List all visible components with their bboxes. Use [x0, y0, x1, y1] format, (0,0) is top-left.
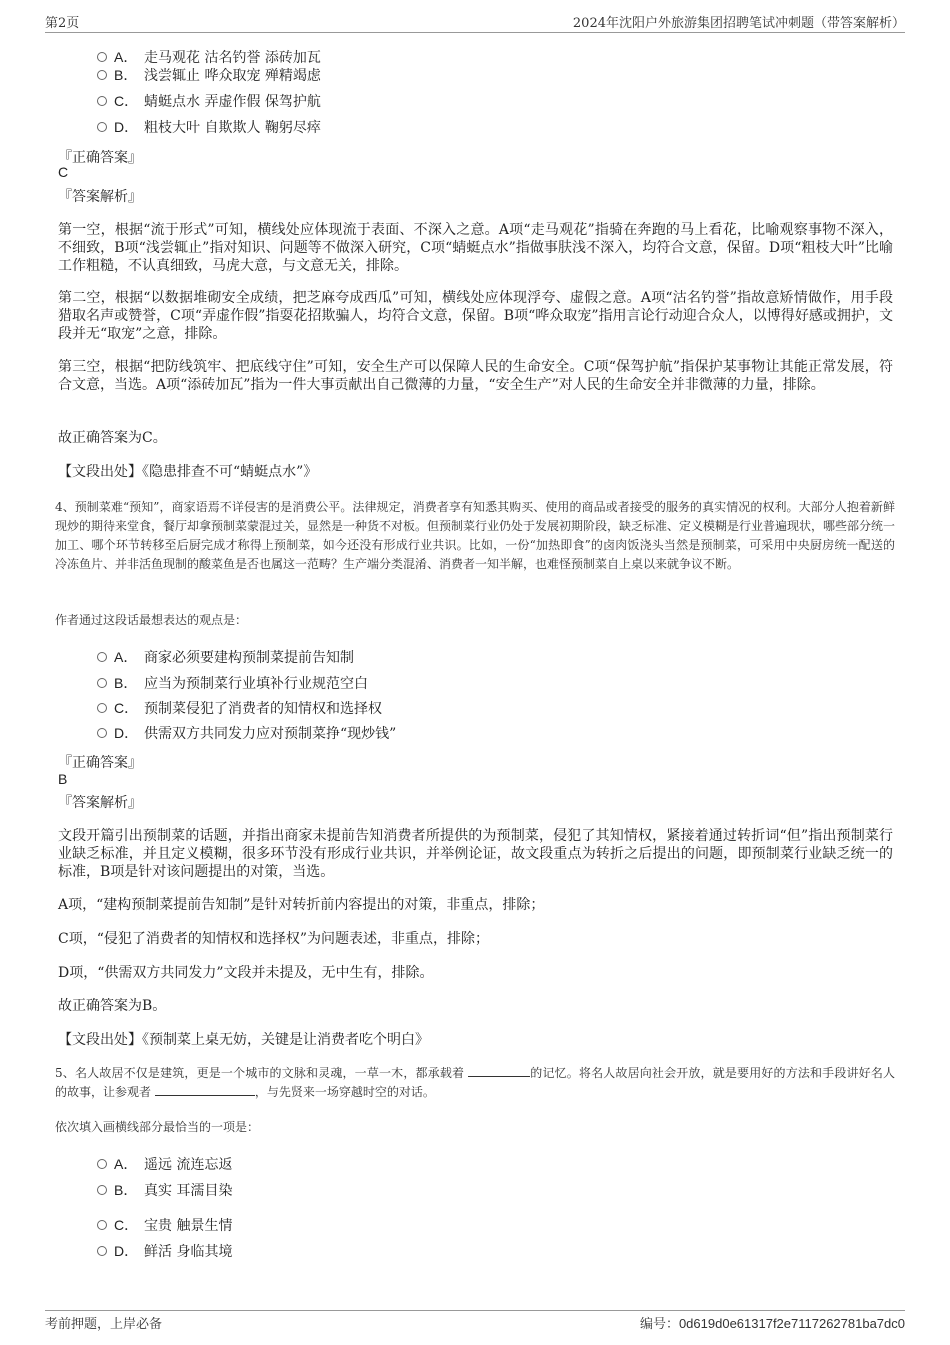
q4-source: 【文段出处】《预制菜上桌无妨，关键是让消费者吃个明白》 [58, 1032, 429, 1048]
radio-icon[interactable] [97, 1159, 107, 1169]
radio-icon[interactable] [97, 1185, 107, 1195]
q4-answer: B [58, 771, 68, 787]
q3-analysis-para-1: 第一空，根据“流于形式”可知，横线处应体现流于表面、不深入之意。A项“走马观花”指骑在奔跑的马上看花，比喻观察事物不深入，不细致，B项“浅尝辄止”指对知识、问题等不做深入研究，C项“蜻蜓点水”指做事肤浅不深入，均符合文意，保留。D项“粗枝大叶”比喻工作粗糙，不认真细致，马虎大意，与文意无关，排除。 [58, 222, 893, 274]
q5-option-d[interactable]: D． 鲜活 身临其境 [97, 1241, 232, 1261]
q3-option-a[interactable]: A． 走马观花 沽名钓誉 添砖加瓦 [97, 47, 321, 67]
footer-divider [45, 1310, 905, 1311]
radio-icon[interactable] [97, 703, 107, 713]
q5-blank-1 [468, 1064, 530, 1077]
q3-conclusion: 故正确答案为C。 [58, 430, 167, 446]
q3-option-c[interactable]: C． 蜻蜓点水 弄虚作假 保驾护航 [97, 91, 321, 111]
q4-option-d[interactable]: D． 供需双方共同发力应对预制菜挣“现炒钱” [97, 723, 396, 743]
q4-analysis-label: 『答案解析』 [58, 795, 142, 811]
radio-icon[interactable] [97, 678, 107, 688]
q4-answer-label: 『正确答案』 [58, 755, 142, 771]
q5-prompt: 依次填入画横线部分最恰当的一项是： [55, 1120, 260, 1134]
q4-question-text: 4、预制菜难“预知”，商家语焉不详侵害的是消费公平。法律规定，消费者享有知悉其购买、使用的商品或者接受的服务的真实情况的权利。大部分人抱着新鲜现炒的期待来堂食，餐厅却拿预制菜蒙混过关，显然是一种货不对板。但预制菜行业仍处于发展初期阶段，缺乏标准、定义模糊是行业普遍现状，哪些部分统一加工、哪个环节转移至后厨完成才称得上预制菜，如今还没有形成行业共识。比如，一份“加热即食”的卤肉饭浇头当然是预制菜，可采用中央厨房统一配送的冷冻鱼片、并非活鱼现制的酸菜鱼是否也属这一范畴？生产端分类混淆、消费者一知半解，也难怪预制菜自上桌以来就争议不断。 [55, 500, 896, 571]
radio-icon[interactable] [97, 728, 107, 738]
q5-option-b[interactable]: B． 真实 耳濡目染 [97, 1180, 232, 1200]
q4-analysis-d: D项，“供需双方共同发力”文段并未提及，无中生有，排除。 [58, 965, 434, 981]
q3-answer: C [58, 164, 69, 180]
q3-option-b[interactable]: B． 浅尝辄止 哗众取宠 殚精竭虑 [97, 65, 321, 85]
q4-conclusion: 故正确答案为B。 [58, 998, 167, 1014]
page-header [45, 12, 905, 32]
document-id: 编号：0d619d0e61317f2e7117262781ba7dc0 [639, 1316, 905, 1331]
q3-source: 【文段出处】《隐患排查不可“蜻蜓点水”》 [58, 464, 318, 480]
page-number: 第2页 [45, 16, 80, 31]
radio-icon[interactable] [97, 96, 107, 106]
q5-option-c[interactable]: C． 宝贵 触景生情 [97, 1215, 232, 1235]
radio-icon[interactable] [97, 52, 107, 62]
document-title: 2024年沈阳户外旅游集团招聘笔试冲刺题（带答案解析） [572, 16, 905, 31]
radio-icon[interactable] [97, 652, 107, 662]
q4-analysis-c: C项，“侵犯了消费者的知情权和选择权”为问题表述，非重点，排除； [58, 931, 490, 947]
q5-option-a[interactable]: A． 遥远 流连忘返 [97, 1154, 232, 1174]
q3-analysis-label: 『答案解析』 [58, 189, 142, 205]
q5-blank-2 [155, 1083, 255, 1096]
q4-analysis-para-1: 文段开篇引出预制菜的话题，并指出商家未提前告知消费者所提供的为预制菜，侵犯了其知情权，紧接着通过转折词“但”指出预制菜行业缺乏标准，并且定义模糊，很多环节没有形成行业共识，并举例论证，故文段重点为转折之后提出的问题，即预制菜行业缺乏统一的标准，B项是针对该问题提出的对策，当选。 [58, 828, 893, 880]
q4-option-c[interactable]: C． 预制菜侵犯了消费者的知情权和选择权 [97, 698, 382, 718]
radio-icon[interactable] [97, 70, 107, 80]
radio-icon[interactable] [97, 1220, 107, 1230]
q4-option-b[interactable]: B． 应当为预制菜行业填补行业规范空白 [97, 673, 368, 693]
q5-question-text: 5、名人故居不仅是建筑，更是一个城市的文脉和灵魂，一草一木，都承载着 的记忆。将名人故居向社会开放，就是要用好的方法和手段讲好名人的故事，让参观者 ，与先贤来一场穿越时空的对话。 [55, 1066, 895, 1099]
header-divider [45, 32, 905, 33]
radio-icon[interactable] [97, 1246, 107, 1256]
radio-icon[interactable] [97, 122, 107, 132]
q3-analysis-para-2: 第二空，根据“以数据堆砌安全成绩，把芝麻夸成西瓜”可知，横线处应体现浮夸、虚假之意。A项“沽名钓誉”指故意矫情做作，用手段猎取名声或赞誉，C项“弄虚作假”指耍花招欺骗人，均符合文意，保留。B项“哗众取宠”指用言论行动迎合众人，以博得好感或拥护，文段并无“取宠”之意，排除。 [58, 290, 893, 342]
q3-analysis-para-3: 第三空，根据“把防线筑牢、把底线守住”可知，安全生产可以保障人民的生命安全。C项“保驾护航”指保护某事物让其能正常发展，符合文意，当选。A项“添砖加瓦”指为一件大事贡献出自己微薄的力量，“安全生产”对人民的生命安全并非微薄的力量，排除。 [58, 359, 893, 393]
footer-slogan: 考前押题，上岸必备 [45, 1317, 163, 1332]
q3-option-d[interactable]: D． 粗枝大叶 自欺欺人 鞠躬尽瘁 [97, 117, 321, 137]
q3-answer-label: 『正确答案』 [58, 150, 142, 166]
q4-prompt: 作者通过这段话最想表达的观点是： [55, 613, 248, 627]
q4-option-a[interactable]: A． 商家必须要建构预制菜提前告知制 [97, 647, 354, 667]
q4-analysis-a: A项，“建构预制菜提前告知制”是针对转折前内容提出的对策，非重点，排除； [58, 897, 545, 913]
